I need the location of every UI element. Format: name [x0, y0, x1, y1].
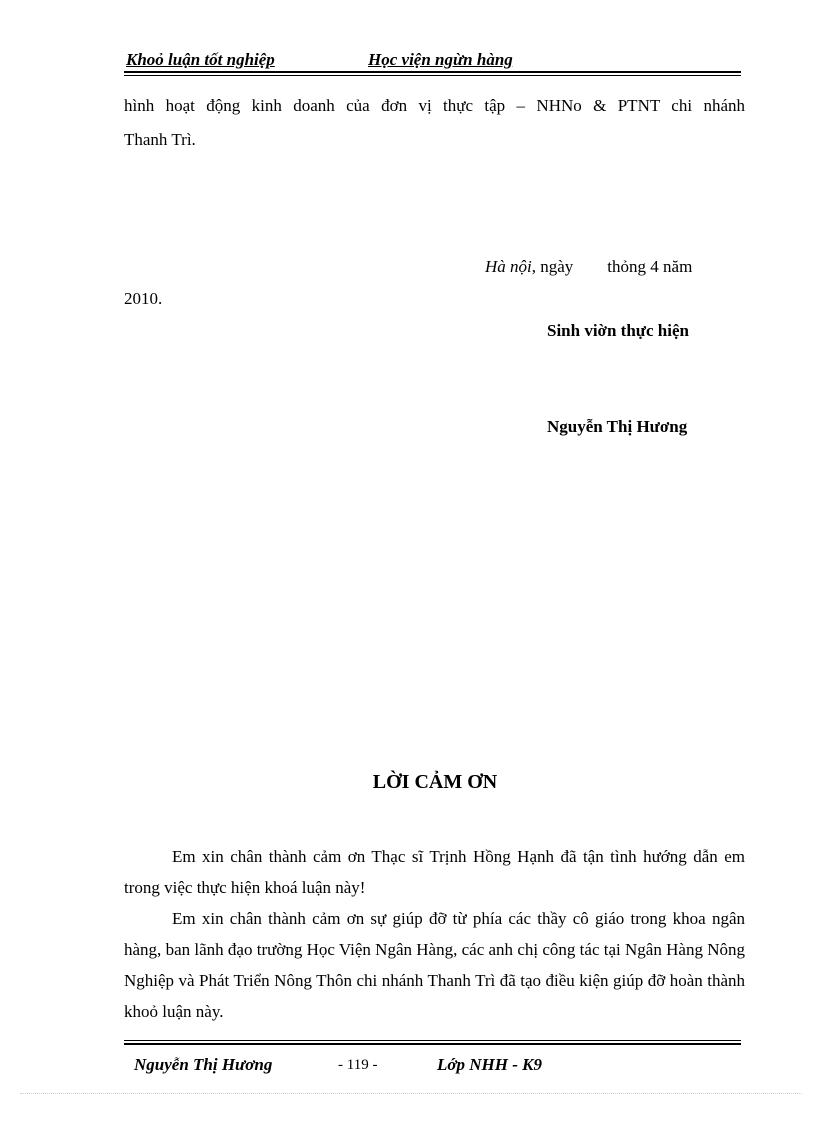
acknowledgement-paragraph-2: Em xin chân thành cảm ơn sự giúp đỡ từ phía các thầy cô giáo trong khoa ngân hàng, ban lãnh đạo trường Học Viện Ngân Hàng, các anh chị công tác tại Ngân Hàng Nông Nghiệp và Phát Triển Nông Thôn chi nhánh Thanh Trì đã tạo điều kiện giúp đỡ hoàn thành khoỏ luận này. [124, 909, 745, 1021]
header-right-text: Học viện ngừn hàng [368, 50, 513, 69]
signer-label: Sinh viờn thực hiện [547, 321, 689, 340]
date-year: 2010. [124, 289, 163, 308]
date-line [485, 257, 745, 277]
signer-name: Nguyễn Thị Hương [547, 417, 688, 436]
date-rest: , ngày thỏng 4 năm [531, 257, 693, 276]
footer-class: Lớp NHH - K9 [437, 1055, 542, 1074]
body-line-1: hình hoạt động kinh doanh của đơn vị thực tập – NHNo & PTNT chi nhánh [124, 96, 745, 115]
header-left-text: Khoỏ luận tốt nghiệp [126, 50, 275, 69]
footer-author: Nguyễn Thị Hương [134, 1055, 273, 1074]
acknowledgement-paragraph-1: Em xin chân thành cảm ơn Thạc sĩ Trịnh Hồng Hạnh đã tận tình hướng dẫn em trong việc thực hiện khoá luận này! [124, 847, 745, 897]
footer-rule-bottom [124, 1043, 741, 1045]
page-number: - 119 - [338, 1057, 378, 1073]
acknowledgement-title: LỜI CẢM ƠN [372, 771, 498, 793]
header-rule-bottom [124, 75, 741, 76]
header-rule-top [124, 71, 741, 73]
footer-rule-top [124, 1040, 741, 1041]
body-line-2: Thanh Trì. [124, 130, 196, 149]
date-place: Hà nội [485, 257, 532, 276]
page-edge-dotted-line [20, 1093, 802, 1094]
